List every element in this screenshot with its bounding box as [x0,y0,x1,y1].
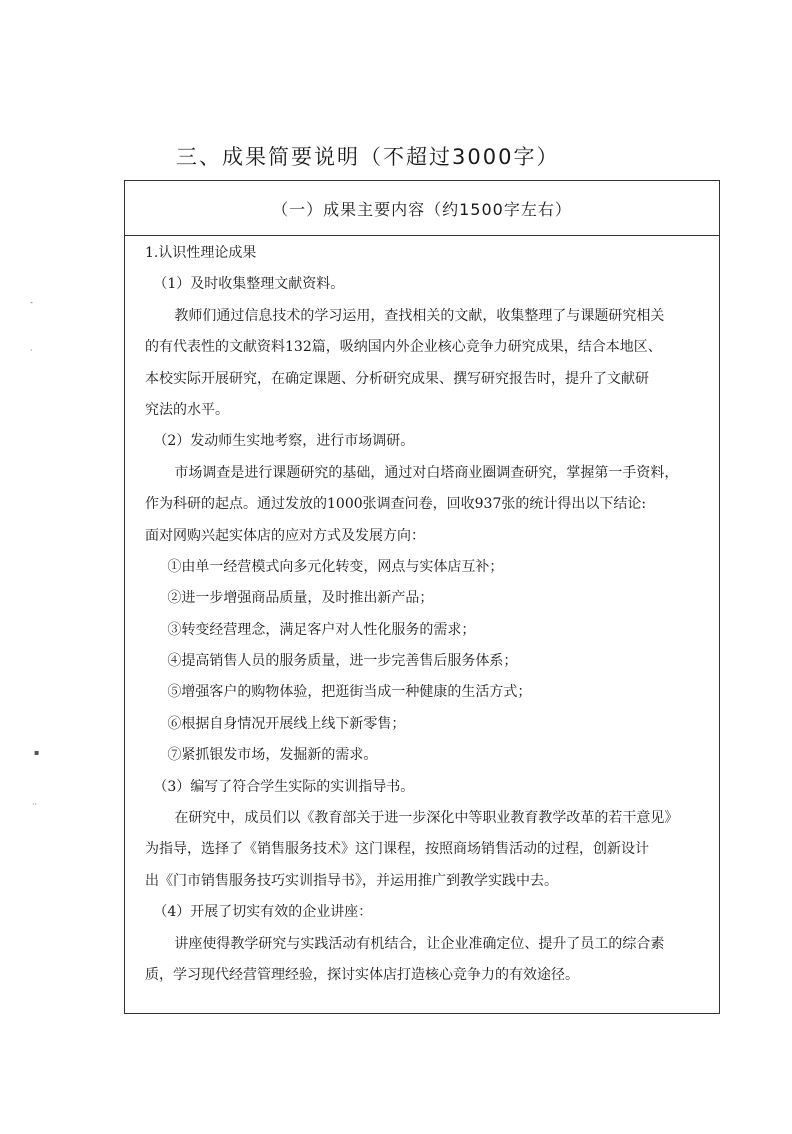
paragraph-title-2: （2）发动师生实地考察，进行市场调研。 [153,433,415,450]
conclusion-item: ⑦紧抓银发市场，发掘新的需求。 [167,747,378,764]
paragraph-line: 作为科研的起点。通过发放的1000张调查问卷，回收937张的统计得出以下结论: [145,496,647,513]
paragraph-title-4: （4）开展了切实有效的企业讲座： [153,904,373,921]
paragraph-line: 讲座使得教学研究与实践活动有机结合，让企业准确定位、提升了员工的综合素 [174,935,665,952]
conclusion-item: ⑤增强客户的购物体验，把逛街当成一种健康的生活方式； [167,684,532,701]
content-table [124,180,720,1014]
conclusion-item: ④提高销售人员的服务质量，进一步完善售后服务体系； [167,653,518,670]
paragraph-line: 的有代表性的文献资料132篇，吸纳国内外企业核心竞争力研究成果，结合本地区、 [145,339,662,356]
paragraph-line: 教师们通过信息技术的学习运用，查找相关的文献，收集整理了与课题研究相关 [174,307,665,324]
paragraph-line: 本校实际开展研究，在确定课题、分析研究成果、撰写研究报告时，提升了文献研 [145,370,649,387]
scan-mark: · [30,346,33,355]
paragraph-line: 究法的水平。 [145,401,229,418]
section-header: （一）成果主要内容（约1500字左右） [125,181,719,236]
conclusion-item: ①由单一经营模式向多元化转变，网点与实体店互补； [167,558,504,575]
paragraph-line: 出《门市销售服务技巧实训指导书》，并运用推广到教学实践中去。 [145,872,558,889]
paragraph-line: 面对网购兴起实体店的应对方式及发展方向： [145,527,425,544]
conclusion-item: ②进一步增强商品质量，及时推出新产品； [167,590,434,607]
conclusion-item: ⑥根据自身情况开展线上线下新零售； [167,715,406,732]
scan-mark: - [30,298,33,307]
paragraph-line: 质，学习现代经营管理经验，探讨实体店打造核心竞争力的有效途径。 [145,966,579,983]
scan-mark: ·· [32,800,38,809]
paragraph-line: 在研究中，成员们以《教育部关于进一步深化中等职业教育教学改革的若干意见》 [174,810,679,827]
page-title: 三、成果简要说明（不超过3000字） [176,145,560,169]
paragraph-title-1: （1）及时收集整理文献资料。 [153,276,345,293]
paragraph-line: 为指导，选择了《销售服务技术》这门课程，按照商场销售活动的过程，创新设计 [145,841,649,858]
paragraph-line: 市场调查是进行课题研究的基础，通过对白塔商业圈调查研究，掌握第一手资料， [174,464,679,481]
heading-theory: 1.认识性理论成果 [145,245,257,261]
scan-mark: ▪ [34,748,40,757]
conclusion-item: ③转变经营理念，满足客户对人性化服务的需求； [167,621,476,638]
content-body [125,236,719,991]
paragraph-title-3: （3）编写了符合学生实际的实训指导书。 [153,778,415,795]
